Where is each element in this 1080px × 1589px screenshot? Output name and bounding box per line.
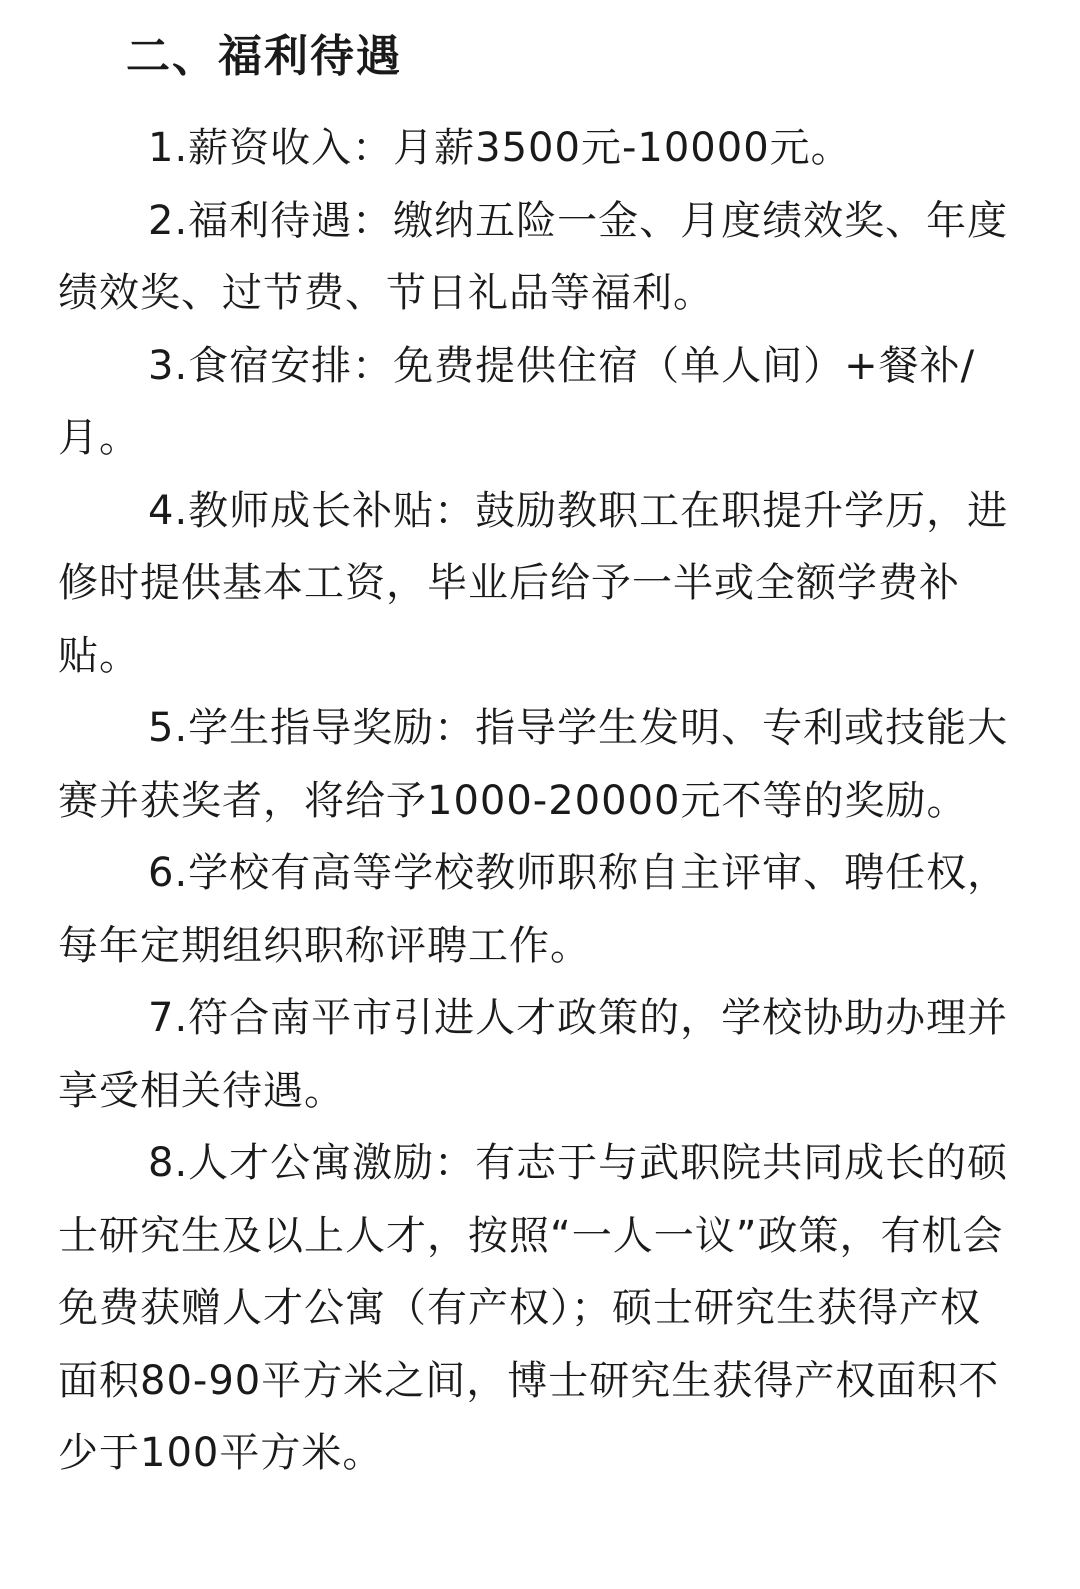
benefit-item-growth-subsidy: 4.教师成长补贴：鼓励教职工在职提升学历，进修时提供基本工资，毕业后给予一半或全额学费补贴。 <box>58 487 1009 679</box>
benefit-item-salary: 1.薪资收入：月薪3500元-10000元。 <box>148 125 852 171</box>
benefit-item-welfare: 2.福利待遇：缴纳五险一金、月度绩效奖、年度绩效奖、过节费、节日礼品等福利。 <box>58 197 1009 316</box>
benefit-item-student-guidance-reward: 5.学生指导奖励：指导学生发明、专利或技能大赛并获奖者，将给予1000-20000元不等的奖励。 <box>58 705 1009 824</box>
benefits-list <box>58 112 1018 1490</box>
benefit-item-talent-policy: 7.符合南平市引进人才政策的，学校协助办理并享受相关待遇。 <box>58 995 1009 1114</box>
benefit-item-title-evaluation: 6.学校有高等学校教师职称自主评审、聘任权，每年定期组织职称评聘工作。 <box>58 850 1009 969</box>
benefit-item-talent-apartment: 8.人才公寓激励：有志于与武职院共同成长的硕士研究生及以上人才，按照“一人一议”政策，有机会免费获赠人才公寓（有产权）；硕士研究生获得产权面积80-90平方米之间，博士研究生获得产权面积不少于100平方米。 <box>58 1140 1009 1476</box>
benefit-item-accommodation: 3.食宿安排：免费提供住宿（单人间）+餐补/月。 <box>58 342 976 461</box>
section-title: 二、福利待遇 <box>126 31 402 82</box>
